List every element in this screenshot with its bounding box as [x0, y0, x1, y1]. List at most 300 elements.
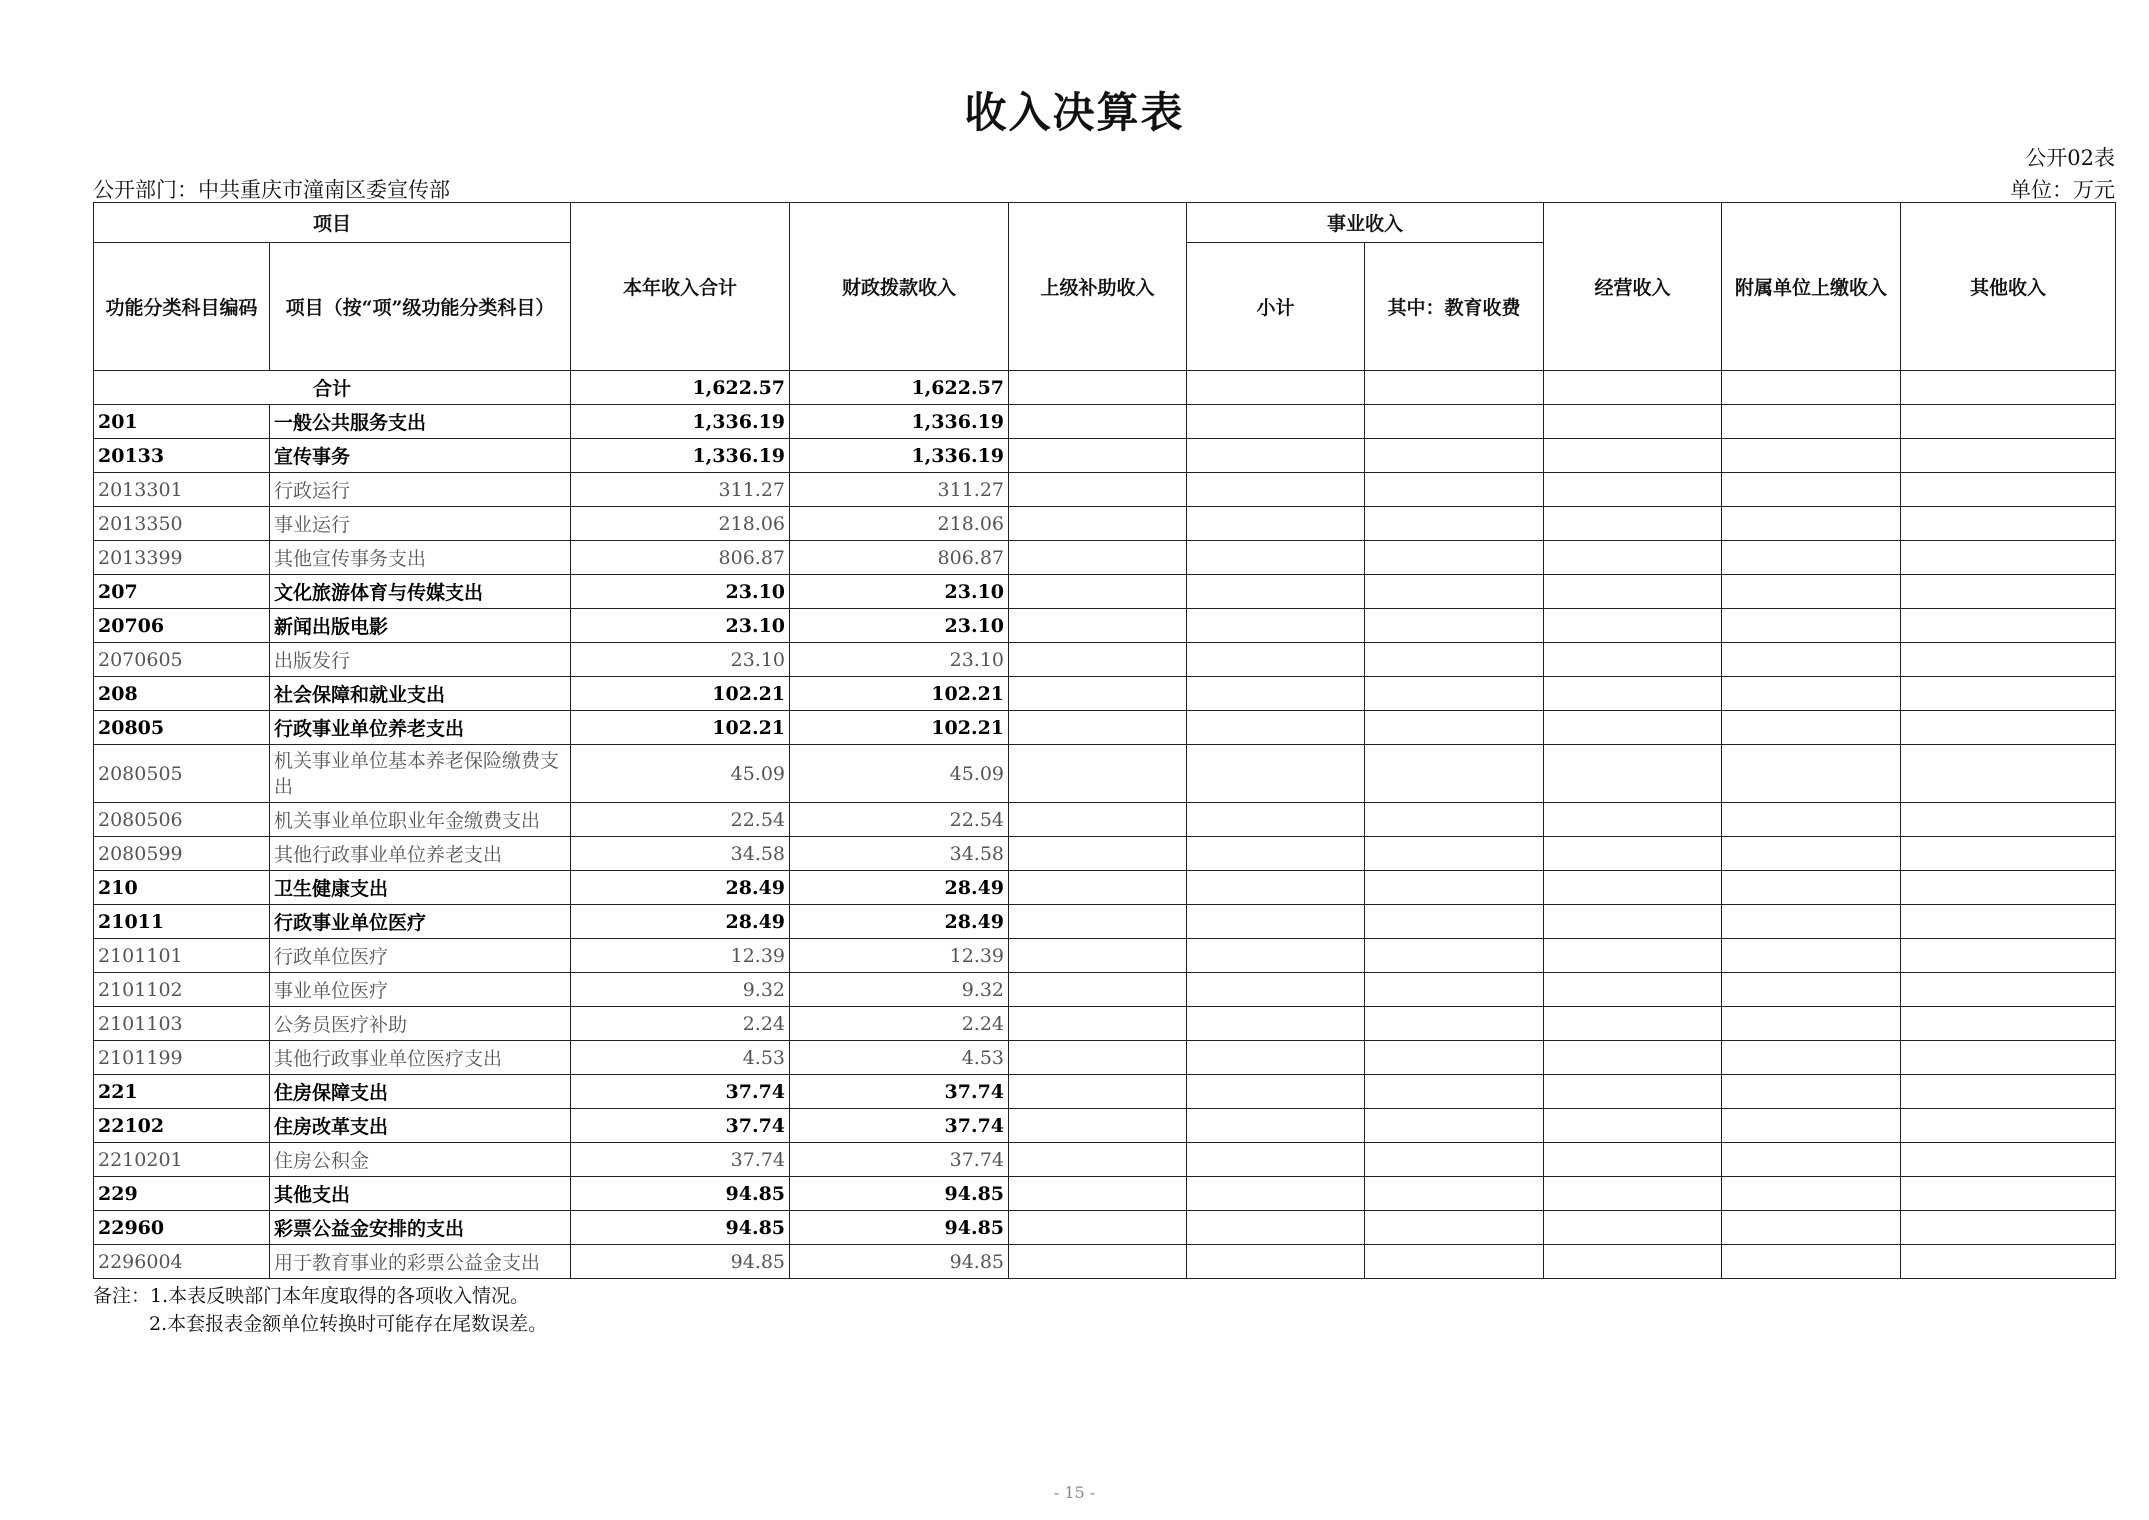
cell-affiliated: [1722, 473, 1901, 507]
cell-affiliated: [1722, 1211, 1901, 1245]
cell-education: [1365, 905, 1544, 939]
cell-code: 2101103: [94, 1007, 270, 1041]
cell-subtotal: [1187, 837, 1365, 871]
cell-education: [1365, 745, 1544, 803]
cell-other: [1901, 473, 2116, 507]
cell-superior: [1009, 1143, 1187, 1177]
cell-superior: [1009, 871, 1187, 905]
income-table: [93, 202, 2116, 1279]
cell-subtotal: [1187, 439, 1365, 473]
cell-affiliated: [1722, 905, 1901, 939]
cell-subtotal: [1187, 1075, 1365, 1109]
table-row: [94, 1041, 2116, 1075]
cell-superior: [1009, 575, 1187, 609]
cell-education: [1365, 1075, 1544, 1109]
cell-code: 2080506: [94, 803, 270, 837]
cell-operating: [1544, 1041, 1722, 1075]
cell-affiliated: [1722, 871, 1901, 905]
cell-code: 2013350: [94, 507, 270, 541]
cell-education: [1365, 677, 1544, 711]
cell-other: [1901, 1177, 2116, 1211]
cell-affiliated: [1722, 507, 1901, 541]
cell-fiscal: 2.24: [790, 1007, 1009, 1041]
cell-code: 2080505: [94, 745, 270, 803]
cell-code: 2013301: [94, 473, 270, 507]
cell-fiscal: 94.85: [790, 1245, 1009, 1279]
cell-total: 23.10: [571, 609, 790, 643]
cell-superior: [1009, 1007, 1187, 1041]
cell-fiscal: 23.10: [790, 643, 1009, 677]
cell-other: [1901, 803, 2116, 837]
cell-subtotal: [1187, 939, 1365, 973]
cell-total: 1,336.19: [571, 439, 790, 473]
cell-affiliated: [1722, 711, 1901, 745]
cell-affiliated: [1722, 973, 1901, 1007]
cell-subtotal: [1187, 507, 1365, 541]
cell-operating: [1544, 905, 1722, 939]
cell-subtotal: [1187, 871, 1365, 905]
cell-fiscal: 1,336.19: [790, 439, 1009, 473]
table-row: [94, 405, 2116, 439]
page-title: 收入决算表: [964, 88, 1185, 137]
cell-code: 20133: [94, 439, 270, 473]
cell-other: [1901, 405, 2116, 439]
cell-name: 事业运行: [270, 507, 571, 541]
cell-subtotal: [1187, 1245, 1365, 1279]
table-row: [94, 575, 2116, 609]
cell-education: [1365, 1177, 1544, 1211]
cell-name: 卫生健康支出: [270, 871, 571, 905]
cell-subtotal: [1187, 643, 1365, 677]
cell-operating: [1544, 1211, 1722, 1245]
table-row: [94, 1075, 2116, 1109]
cell-name: 用于教育事业的彩票公益金支出: [270, 1245, 571, 1279]
cell-code: 208: [94, 677, 270, 711]
cell-name: 宣传事务: [270, 439, 571, 473]
table-row: [94, 439, 2116, 473]
cell-superior: [1009, 609, 1187, 643]
table-row: [94, 1211, 2116, 1245]
cell-affiliated: [1722, 1143, 1901, 1177]
cell-fiscal: 806.87: [790, 541, 1009, 575]
cell-education: [1365, 1245, 1544, 1279]
table-row: [94, 541, 2116, 575]
cell-fiscal: 102.21: [790, 677, 1009, 711]
cell-operating: [1544, 711, 1722, 745]
cell-operating: [1544, 1007, 1722, 1041]
cell-code: 229: [94, 1177, 270, 1211]
cell-education: [1365, 803, 1544, 837]
table-row: [94, 711, 2116, 745]
cell-fiscal: 94.85: [790, 1211, 1009, 1245]
cell-code: 201: [94, 405, 270, 439]
cell-subtotal: [1187, 1143, 1365, 1177]
cell-operating: [1544, 677, 1722, 711]
cell-fiscal: 4.53: [790, 1041, 1009, 1075]
cell-fiscal: 37.74: [790, 1075, 1009, 1109]
unit-label: 单位：万元: [2010, 178, 2115, 202]
cell-total: 311.27: [571, 473, 790, 507]
cell-code: 2080599: [94, 837, 270, 871]
cell-code: 20706: [94, 609, 270, 643]
table-row: [94, 371, 2116, 405]
cell-other: [1901, 1109, 2116, 1143]
cell-superior: [1009, 1041, 1187, 1075]
cell-fiscal: 1,336.19: [790, 405, 1009, 439]
cell-fiscal: 37.74: [790, 1143, 1009, 1177]
header-name: 项目（按“项”级功能分类科目）: [270, 243, 571, 371]
cell-total: 102.21: [571, 677, 790, 711]
header-item: 项目: [94, 203, 571, 243]
cell-affiliated: [1722, 439, 1901, 473]
cell-total: 94.85: [571, 1211, 790, 1245]
header-affiliated: 附属单位上缴收入: [1722, 203, 1901, 371]
cell-other: [1901, 871, 2116, 905]
cell-affiliated: [1722, 837, 1901, 871]
cell-operating: [1544, 439, 1722, 473]
cell-code: 22960: [94, 1211, 270, 1245]
cell-other: [1901, 677, 2116, 711]
table-row: [94, 905, 2116, 939]
cell-affiliated: [1722, 609, 1901, 643]
header-business: 事业收入: [1187, 203, 1544, 243]
cell-total: 806.87: [571, 541, 790, 575]
cell-operating: [1544, 1143, 1722, 1177]
cell-operating: [1544, 541, 1722, 575]
cell-name: 机关事业单位职业年金缴费支出: [270, 803, 571, 837]
cell-subtotal: [1187, 905, 1365, 939]
cell-subtotal: [1187, 405, 1365, 439]
cell-code: 22102: [94, 1109, 270, 1143]
table-row: [94, 507, 2116, 541]
cell-superior: [1009, 371, 1187, 405]
notes: [93, 1282, 547, 1338]
cell-name: 新闻出版电影: [270, 609, 571, 643]
total-label: 合计: [94, 371, 571, 405]
cell-other: [1901, 1143, 2116, 1177]
cell-other: [1901, 507, 2116, 541]
table-row: [94, 939, 2116, 973]
cell-total: 37.74: [571, 1143, 790, 1177]
cell-operating: [1544, 1177, 1722, 1211]
cell-code: 2101101: [94, 939, 270, 973]
cell-subtotal: [1187, 575, 1365, 609]
cell-subtotal: [1187, 609, 1365, 643]
cell-name: 公务员医疗补助: [270, 1007, 571, 1041]
cell-name: 其他行政事业单位医疗支出: [270, 1041, 571, 1075]
cell-operating: [1544, 1075, 1722, 1109]
cell-name: 其他行政事业单位养老支出: [270, 837, 571, 871]
cell-education: [1365, 405, 1544, 439]
cell-name: 一般公共服务支出: [270, 405, 571, 439]
cell-education: [1365, 575, 1544, 609]
cell-superior: [1009, 1211, 1187, 1245]
cell-affiliated: [1722, 677, 1901, 711]
header-code: 功能分类科目编码: [94, 243, 270, 371]
cell-total: 1,336.19: [571, 405, 790, 439]
cell-affiliated: [1722, 1109, 1901, 1143]
header-other: 其他收入: [1901, 203, 2116, 371]
cell-superior: [1009, 1109, 1187, 1143]
cell-affiliated: [1722, 1075, 1901, 1109]
cell-total: 4.53: [571, 1041, 790, 1075]
cell-education: [1365, 371, 1544, 405]
cell-superior: [1009, 803, 1187, 837]
cell-total: 9.32: [571, 973, 790, 1007]
cell-total: 28.49: [571, 871, 790, 905]
cell-other: [1901, 371, 2116, 405]
cell-superior: [1009, 837, 1187, 871]
cell-code: 20805: [94, 711, 270, 745]
form-number: 公开02表: [2025, 146, 2115, 170]
header-total: 本年收入合计: [571, 203, 790, 371]
cell-affiliated: [1722, 575, 1901, 609]
cell-total: 218.06: [571, 507, 790, 541]
note-2: 2.本套报表金额单位转换时可能存在尾数误差。: [149, 1313, 548, 1335]
table-row: [94, 1109, 2116, 1143]
cell-total: 45.09: [571, 745, 790, 803]
cell-superior: [1009, 711, 1187, 745]
cell-subtotal: [1187, 1041, 1365, 1075]
cell-subtotal: [1187, 1211, 1365, 1245]
cell-operating: [1544, 507, 1722, 541]
cell-affiliated: [1722, 1245, 1901, 1279]
cell-operating: [1544, 837, 1722, 871]
cell-superior: [1009, 1245, 1187, 1279]
cell-education: [1365, 1007, 1544, 1041]
cell-other: [1901, 643, 2116, 677]
cell-total: 22.54: [571, 803, 790, 837]
cell-fiscal: 22.54: [790, 803, 1009, 837]
cell-other: [1901, 609, 2116, 643]
table-row: [94, 1177, 2116, 1211]
cell-other: [1901, 439, 2116, 473]
table-row: [94, 473, 2116, 507]
cell-subtotal: [1187, 973, 1365, 1007]
cell-fiscal: 28.49: [790, 871, 1009, 905]
cell-fiscal: 28.49: [790, 905, 1009, 939]
cell-education: [1365, 643, 1544, 677]
cell-education: [1365, 507, 1544, 541]
cell-affiliated: [1722, 643, 1901, 677]
cell-other: [1901, 973, 2116, 1007]
cell-other: [1901, 1245, 2116, 1279]
cell-operating: [1544, 939, 1722, 973]
cell-subtotal: [1187, 371, 1365, 405]
note-1: 备注：1.本表反映部门本年度取得的各项收入情况。: [93, 1285, 530, 1307]
cell-name: 出版发行: [270, 643, 571, 677]
cell-fiscal: 102.21: [790, 711, 1009, 745]
cell-education: [1365, 939, 1544, 973]
cell-total: 23.10: [571, 575, 790, 609]
cell-subtotal: [1187, 677, 1365, 711]
cell-subtotal: [1187, 1109, 1365, 1143]
cell-total: 37.74: [571, 1075, 790, 1109]
cell-superior: [1009, 1177, 1187, 1211]
header-fiscal: 财政拨款收入: [790, 203, 1009, 371]
cell-code: 2013399: [94, 541, 270, 575]
cell-superior: [1009, 507, 1187, 541]
header-education: 其中：教育收费: [1365, 243, 1544, 371]
cell-total: 1,622.57: [571, 371, 790, 405]
cell-total: 37.74: [571, 1109, 790, 1143]
cell-total: 23.10: [571, 643, 790, 677]
cell-fiscal: 1,622.57: [790, 371, 1009, 405]
table-row: [94, 643, 2116, 677]
table-row: [94, 871, 2116, 905]
header-superior: 上级补助收入: [1009, 203, 1187, 371]
cell-name: 其他支出: [270, 1177, 571, 1211]
cell-fiscal: 23.10: [790, 609, 1009, 643]
cell-other: [1901, 1041, 2116, 1075]
cell-operating: [1544, 1109, 1722, 1143]
cell-name: 事业单位医疗: [270, 973, 571, 1007]
cell-education: [1365, 609, 1544, 643]
cell-operating: [1544, 643, 1722, 677]
cell-total: 2.24: [571, 1007, 790, 1041]
cell-total: 34.58: [571, 837, 790, 871]
cell-subtotal: [1187, 541, 1365, 575]
cell-education: [1365, 1041, 1544, 1075]
cell-subtotal: [1187, 473, 1365, 507]
cell-code: 2101199: [94, 1041, 270, 1075]
cell-other: [1901, 939, 2116, 973]
cell-code: 210: [94, 871, 270, 905]
cell-total: 12.39: [571, 939, 790, 973]
cell-superior: [1009, 973, 1187, 1007]
cell-operating: [1544, 371, 1722, 405]
cell-fiscal: 12.39: [790, 939, 1009, 973]
cell-operating: [1544, 803, 1722, 837]
cell-education: [1365, 1109, 1544, 1143]
cell-operating: [1544, 575, 1722, 609]
cell-affiliated: [1722, 1007, 1901, 1041]
cell-education: [1365, 973, 1544, 1007]
table-row: [94, 745, 2116, 803]
cell-affiliated: [1722, 1041, 1901, 1075]
cell-fiscal: 45.09: [790, 745, 1009, 803]
cell-affiliated: [1722, 803, 1901, 837]
cell-name: 住房公积金: [270, 1143, 571, 1177]
cell-education: [1365, 837, 1544, 871]
cell-operating: [1544, 405, 1722, 439]
cell-name: 行政事业单位医疗: [270, 905, 571, 939]
cell-other: [1901, 1075, 2116, 1109]
cell-education: [1365, 1143, 1544, 1177]
cell-subtotal: [1187, 745, 1365, 803]
cell-affiliated: [1722, 745, 1901, 803]
cell-name: 住房改革支出: [270, 1109, 571, 1143]
table-row: [94, 1245, 2116, 1279]
table-row: [94, 837, 2116, 871]
cell-superior: [1009, 745, 1187, 803]
cell-name: 行政事业单位养老支出: [270, 711, 571, 745]
cell-other: [1901, 575, 2116, 609]
cell-other: [1901, 837, 2116, 871]
cell-subtotal: [1187, 1177, 1365, 1211]
cell-fiscal: 94.85: [790, 1177, 1009, 1211]
cell-superior: [1009, 405, 1187, 439]
cell-subtotal: [1187, 1007, 1365, 1041]
cell-operating: [1544, 473, 1722, 507]
cell-name: 彩票公益金安排的支出: [270, 1211, 571, 1245]
department-label: 公开部门：中共重庆市潼南区委宣传部: [93, 178, 450, 202]
cell-superior: [1009, 905, 1187, 939]
cell-superior: [1009, 1075, 1187, 1109]
cell-code: 21011: [94, 905, 270, 939]
cell-fiscal: 311.27: [790, 473, 1009, 507]
cell-name: 其他宣传事务支出: [270, 541, 571, 575]
header-subtotal: 小计: [1187, 243, 1365, 371]
table-body: [94, 371, 2116, 1279]
cell-operating: [1544, 1245, 1722, 1279]
cell-operating: [1544, 745, 1722, 803]
cell-name: 行政单位医疗: [270, 939, 571, 973]
table-row: [94, 677, 2116, 711]
cell-operating: [1544, 871, 1722, 905]
cell-superior: [1009, 439, 1187, 473]
cell-subtotal: [1187, 803, 1365, 837]
cell-name: 文化旅游体育与传媒支出: [270, 575, 571, 609]
cell-superior: [1009, 939, 1187, 973]
cell-subtotal: [1187, 711, 1365, 745]
cell-name: 社会保障和就业支出: [270, 677, 571, 711]
cell-other: [1901, 745, 2116, 803]
cell-operating: [1544, 609, 1722, 643]
cell-other: [1901, 541, 2116, 575]
table-row: [94, 609, 2116, 643]
cell-code: 2070605: [94, 643, 270, 677]
cell-superior: [1009, 677, 1187, 711]
cell-education: [1365, 871, 1544, 905]
table-row: [94, 973, 2116, 1007]
cell-code: 221: [94, 1075, 270, 1109]
header-operating: 经营收入: [1544, 203, 1722, 371]
cell-code: 207: [94, 575, 270, 609]
cell-education: [1365, 1211, 1544, 1245]
cell-total: 102.21: [571, 711, 790, 745]
cell-other: [1901, 905, 2116, 939]
cell-other: [1901, 1007, 2116, 1041]
cell-total: 28.49: [571, 905, 790, 939]
cell-code: 2210201: [94, 1143, 270, 1177]
cell-other: [1901, 1211, 2116, 1245]
cell-education: [1365, 439, 1544, 473]
cell-education: [1365, 473, 1544, 507]
cell-fiscal: 37.74: [790, 1109, 1009, 1143]
cell-total: 94.85: [571, 1177, 790, 1211]
cell-total: 94.85: [571, 1245, 790, 1279]
cell-affiliated: [1722, 939, 1901, 973]
cell-name: 行政运行: [270, 473, 571, 507]
cell-code: 2296004: [94, 1245, 270, 1279]
cell-affiliated: [1722, 1177, 1901, 1211]
cell-fiscal: 218.06: [790, 507, 1009, 541]
cell-affiliated: [1722, 371, 1901, 405]
cell-name: 机关事业单位基本养老保险缴费支出: [270, 745, 571, 803]
table-row: [94, 1143, 2116, 1177]
cell-code: 2101102: [94, 973, 270, 1007]
cell-affiliated: [1722, 541, 1901, 575]
page-number: - 15 -: [1053, 1483, 1096, 1502]
cell-superior: [1009, 643, 1187, 677]
cell-superior: [1009, 473, 1187, 507]
cell-other: [1901, 711, 2116, 745]
table-row: [94, 803, 2116, 837]
cell-fiscal: 23.10: [790, 575, 1009, 609]
cell-operating: [1544, 973, 1722, 1007]
cell-superior: [1009, 541, 1187, 575]
